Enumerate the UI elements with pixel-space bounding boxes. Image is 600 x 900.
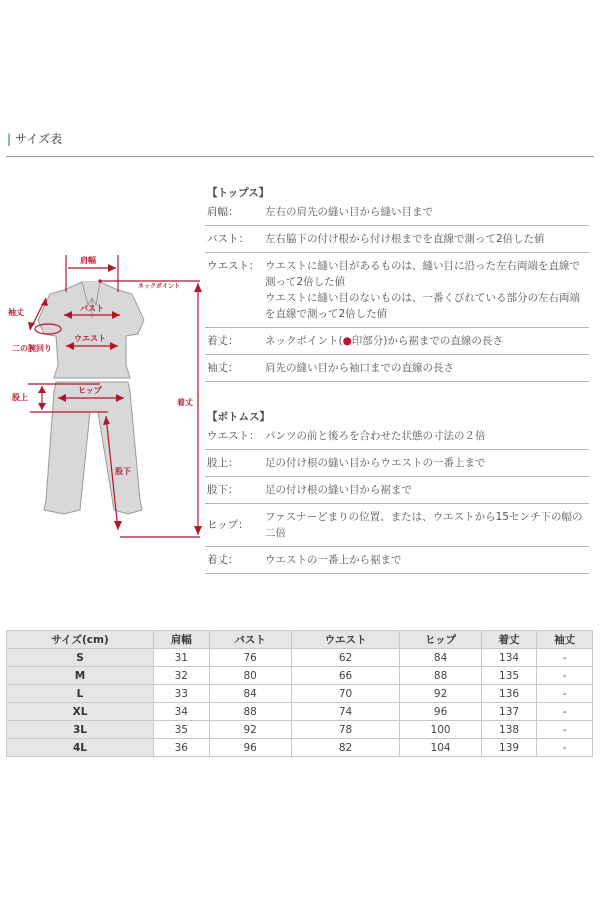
label-upper-arm: 二の腕回り — [12, 344, 52, 353]
col-shoulder: 肩幅 — [154, 631, 210, 649]
tops-row-shoulder: 肩幅： 左右の肩先の縫い目から縫い目まで — [205, 202, 589, 226]
table-row: XL 34 88 74 96 137 - — [7, 703, 593, 721]
bottoms-row-rise: 股上： 足の付け根の縫い目からウエストの一番上まで — [205, 450, 589, 477]
bottoms-row-length: 着丈： ウエストの一番上から裾まで — [205, 547, 589, 574]
col-sleeve: 袖丈 — [537, 631, 593, 649]
bottoms-row-hip: ヒップ： ファスナーどまりの位置、または、ウエストから15センチ下の幅の二倍 — [205, 504, 589, 547]
tops-heading: 【トップス】 — [207, 187, 270, 199]
measurement-descriptions — [205, 184, 589, 574]
table-row: 4L 36 96 82 104 139 - — [7, 739, 593, 757]
title-text: サイズ表 — [15, 132, 63, 146]
table-row: L 33 84 70 92 136 - — [7, 685, 593, 703]
measurement-diagram — [0, 240, 205, 550]
table-header-row — [7, 631, 593, 649]
bottoms-row-waist: ウエスト： パンツの前と後ろを合わせた状態の寸法の２倍 — [205, 426, 589, 450]
pants-shape — [44, 382, 142, 514]
label-waist: ウエスト — [74, 334, 106, 343]
title-divider — [6, 156, 594, 157]
label-neck-point: ネックポイント — [138, 283, 181, 290]
col-hip: ヒップ — [400, 631, 481, 649]
label-total-length: 着丈 — [177, 398, 193, 407]
bottoms-heading: 【ボトムス】 — [207, 411, 270, 423]
col-waist: ウエスト — [291, 631, 400, 649]
title-bar-mark: | — [7, 132, 12, 146]
label-shoulder-width: 肩幅 — [80, 256, 96, 265]
col-bust: バスト — [209, 631, 291, 649]
label-bust: バスト — [80, 304, 104, 313]
table-row: 3L 35 92 78 100 138 - — [7, 721, 593, 739]
label-sleeve-length: 袖丈 — [8, 308, 24, 317]
table-row: S 31 76 62 84 134 - — [7, 649, 593, 667]
label-rise: 股上 — [12, 393, 28, 402]
col-size: サイズ(cm) — [7, 631, 154, 649]
size-table — [6, 630, 593, 757]
table-row: M 32 80 66 88 135 - — [7, 667, 593, 685]
col-length: 着丈 — [481, 631, 537, 649]
red-dot-icon: ● — [342, 335, 352, 347]
tops-row-waist: ウエスト： ウエストに縫い目があるものは、縫い目に沿った左右両端を直線で測って2倍した値 ウエストに縫い目のないものは、一番くびれている部分の左右両端を直線で測って2倍した値 — [205, 253, 589, 328]
tops-row-length: 着丈： ネックポイント(●印部分)から裾までの直線の長さ — [205, 328, 589, 355]
label-inseam: 股下 — [115, 467, 131, 476]
page-title — [7, 130, 62, 147]
bottoms-row-inseam: 股下： 足の付け根の縫い目から裾まで — [205, 477, 589, 504]
tops-row-bust: バスト： 左右脇下の付け根から付け根までを直線で測って2倍した値 — [205, 226, 589, 253]
tops-row-sleeve: 袖丈： 肩先の縫い目から袖口までの直線の長さ — [205, 355, 589, 382]
label-hip: ヒップ — [78, 386, 102, 395]
